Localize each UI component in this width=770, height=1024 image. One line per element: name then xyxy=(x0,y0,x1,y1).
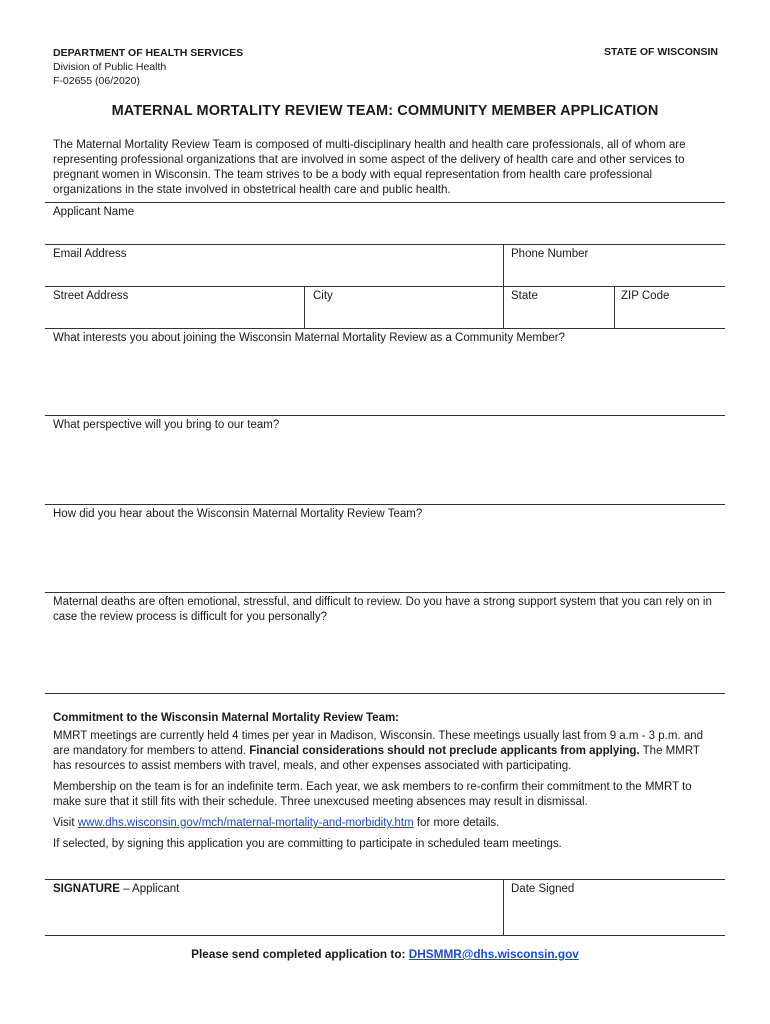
column-divider xyxy=(614,286,615,328)
date-signed-input[interactable] xyxy=(511,905,716,925)
commitment-heading: Commitment to the Wisconsin Maternal Mortality Review Team: xyxy=(53,712,400,724)
column-divider xyxy=(503,879,504,935)
commitment-section xyxy=(53,711,721,852)
signature-field[interactable] xyxy=(53,900,498,932)
divider xyxy=(45,879,725,880)
column-divider xyxy=(503,244,504,328)
submission-text: Please send completed application to: xyxy=(191,947,409,961)
details-text: for more details. xyxy=(413,817,500,829)
applicant-name-label: Applicant Name xyxy=(53,206,135,218)
commitment-paragraph-visit xyxy=(53,816,721,831)
visit-text: Visit xyxy=(53,817,78,829)
signature-label-bold: SIGNATURE xyxy=(53,883,120,895)
perspective-answer[interactable] xyxy=(53,437,718,499)
divider xyxy=(45,693,725,694)
street-input[interactable] xyxy=(53,306,298,324)
hear-question: How did you hear about the Wisconsin Maternal Mortality Review Team? xyxy=(53,508,423,520)
division-name: Division of Public Health xyxy=(53,61,167,73)
state-input[interactable] xyxy=(511,306,609,324)
applicant-name-input[interactable] xyxy=(53,222,713,240)
divider xyxy=(45,244,725,245)
commitment-paragraph-signing: If selected, by signing this application you are committing to participate in scheduled team meetings. xyxy=(53,838,562,850)
phone-label: Phone Number xyxy=(511,248,589,260)
commitment-paragraph-meetings xyxy=(53,729,721,774)
state-name: STATE OF WISCONSIN xyxy=(604,46,718,58)
form-number: F-02655 (06/2020) xyxy=(53,75,140,87)
city-label: City xyxy=(313,290,333,302)
date-signed-label: Date Signed xyxy=(511,883,575,895)
divider xyxy=(45,935,725,936)
divider xyxy=(45,592,725,593)
signature-label-rest: – Applicant xyxy=(119,883,180,895)
support-answer[interactable] xyxy=(53,630,718,688)
phone-input[interactable] xyxy=(511,264,716,282)
zip-input[interactable] xyxy=(621,306,719,324)
divider xyxy=(45,202,725,203)
dhs-website-link[interactable]: www.dhs.wisconsin.gov/mch/maternal-mortality-and-morbidity.htm xyxy=(77,817,414,829)
resources-text: The MMRT has resources to assist members with travel, meals, and other expenses associated with participating. xyxy=(53,745,700,772)
commitment-paragraph-membership: Membership on the team is for an indefinite term. Each year, we ask members to re-confirm their commitment to the MMRT to make sure that it still fits with their schedule. Three unexcused meeting absences may result in dismissal. xyxy=(53,781,692,808)
divider xyxy=(45,415,725,416)
page-title: MATERNAL MORTALITY REVIEW TEAM: COMMUNITY MEMBER APPLICATION xyxy=(111,103,659,119)
support-question: Maternal deaths are often emotional, stressful, and difficult to review. Do you have a strong support system that you can rely on in case the review process is difficult for you personally? xyxy=(53,596,712,623)
column-divider xyxy=(304,286,305,328)
submission-instructions xyxy=(0,947,770,961)
state-label: State xyxy=(511,290,538,302)
divider xyxy=(45,504,725,505)
meetings-text: MMRT meetings are currently held 4 times per year in Madison, Wisconsin. These meetings usually last from 9 a.m - 3 p.m. and are mandatory for members to attend. xyxy=(53,730,704,757)
signature-label xyxy=(53,882,179,897)
interests-answer[interactable] xyxy=(53,350,718,410)
financial-note: Financial considerations should not preclude applicants from applying. xyxy=(249,745,640,757)
street-label: Street Address xyxy=(53,290,129,302)
interests-question: What interests you about joining the Wisconsin Maternal Mortality Review as a Community Member? xyxy=(53,332,565,344)
intro-paragraph: The Maternal Mortality Review Team is composed of multi-disciplinary health and health care professionals, all of whom are representing professional organizations that are involved in some aspect of the delivery of health care and other services to pregnant women in Wisconsin. The team strives to be a body with equal representation from health care professional organizations in the state involved in obstetrical health care and public health. xyxy=(53,138,686,196)
city-input[interactable] xyxy=(313,306,498,324)
submission-email-link[interactable]: DHSMMR@dhs.wisconsin.gov xyxy=(408,947,579,961)
department-name: DEPARTMENT OF HEALTH SERVICES xyxy=(53,47,244,59)
divider xyxy=(45,328,725,329)
divider xyxy=(45,286,725,287)
email-input[interactable] xyxy=(53,264,493,282)
email-label: Email Address xyxy=(53,248,127,260)
zip-label: ZIP Code xyxy=(621,290,670,302)
perspective-question: What perspective will you bring to our team? xyxy=(53,419,280,431)
form-header-left xyxy=(53,46,243,88)
hear-answer[interactable] xyxy=(53,526,718,587)
